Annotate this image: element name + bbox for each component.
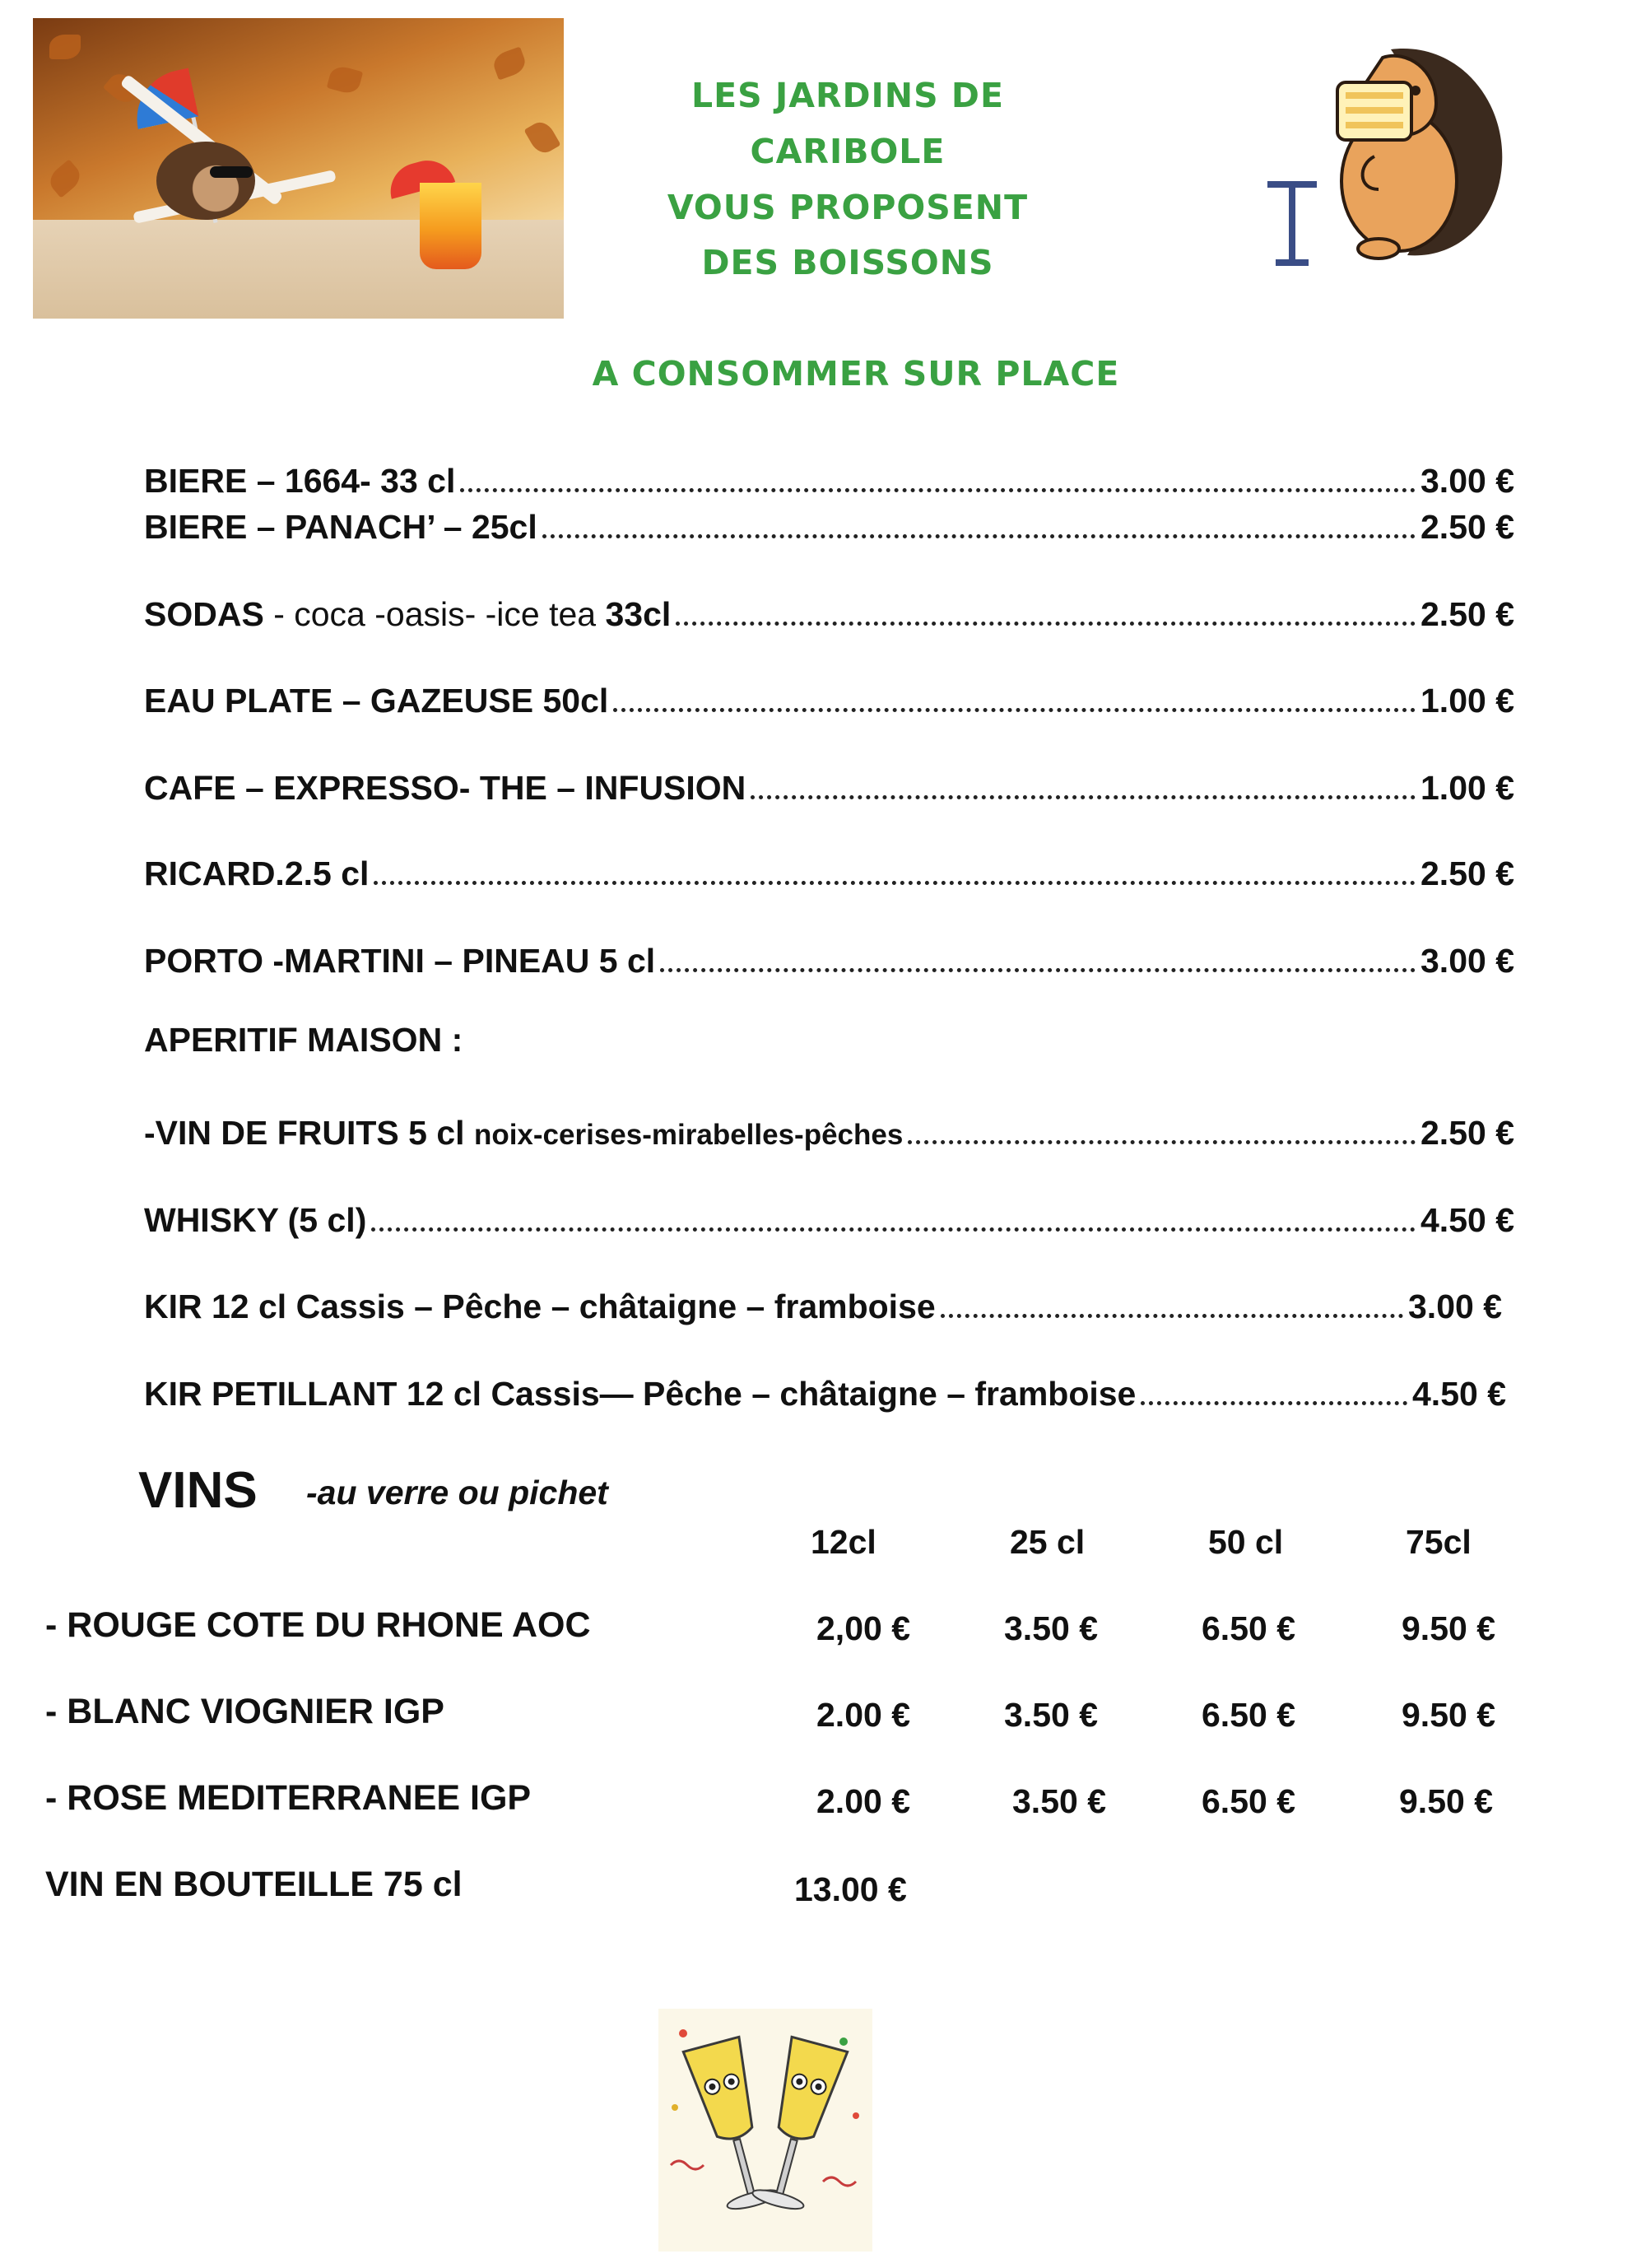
leader-dots [660,968,1416,972]
menu-item-price: 4.50 € [1412,1375,1506,1413]
wine-row-blanc-name: - BLANC VIOGNIER IGP [45,1692,444,1731]
menu-item-label: RICARD.2.5 cl [144,855,370,892]
wines-subtitle: -au verre ou pichet [306,1474,608,1511]
menu-item-price: 2.50 € [1420,508,1514,546]
title-line-4: DES BOISSONS [701,243,994,282]
subtitle: A CONSOMMER SUR PLACE [592,354,1120,394]
menu-item-ricard [144,844,1514,893]
hedgehog-beach-photo-icon [33,18,564,319]
menu-item-price: 3.00 € [1408,1288,1502,1325]
wine-price: 9.50 € [1399,1782,1493,1820]
leader-dots [1141,1401,1407,1405]
column-header-12cl: 12cl [811,1523,876,1561]
menu-item-label [144,595,671,634]
leader-dots [908,1140,1416,1144]
menu-item-price: 2.50 € [1420,855,1514,892]
menu-item-sodas [144,584,1514,634]
leader-dots [371,1227,1416,1232]
wine-price: 6.50 € [1202,1609,1295,1647]
menu-item-price: 2.50 € [1420,1114,1514,1152]
menu-item-label: EAU PLATE – GAZEUSE 50cl [144,682,609,720]
wine-bottle-price: 13.00 € [794,1870,907,1908]
menu-item-price: 3.00 € [1420,942,1514,980]
column-header-25cl: 25 cl [1010,1523,1086,1561]
menu-item-biere-panach [144,497,1514,547]
sodas-label: SODAS [144,595,264,633]
wine-price: 2.00 € [816,1696,910,1734]
leader-dots [613,708,1416,712]
menu-item-label: CAFE – EXPRESSO- THE – INFUSION [144,769,746,807]
leader-dots [542,534,1416,538]
title-line-3: VOUS PROPOSENT [667,188,1029,227]
wine-price: 6.50 € [1202,1782,1295,1820]
menu-item-price: 2.50 € [1420,595,1514,633]
menu-item-price: 1.00 € [1420,769,1514,807]
menu-item-price: 4.50 € [1420,1201,1514,1239]
menu-item-label: BIERE – PANACH’ – 25cl [144,508,537,546]
champagne-glasses-icon [658,2009,872,2252]
wine-price: 3.50 € [1012,1782,1106,1820]
leader-dots [460,488,1416,492]
sodas-volume: 33cl [605,595,672,633]
vin-fruits-detail: noix-cerises-mirabelles-pêches [473,1119,904,1151]
title-line-2: CARIBOLE [750,132,946,171]
wine-price: 6.50 € [1202,1696,1295,1734]
wines-title: VINS [138,1462,258,1519]
vin-fruits-label: -VIN DE FRUITS 5 cl [144,1114,474,1152]
leader-dots [941,1314,1403,1318]
menu-item-label: KIR PETILLANT 12 cl Cassis— Pêche – châtaigne – framboise [144,1375,1137,1413]
menu-item-biere-1664 [144,451,1514,501]
menu-item-whisky [144,1190,1514,1240]
menu-item-kir-petillant [144,1364,1506,1413]
leader-dots [751,795,1416,799]
wine-price: 2.00 € [816,1782,910,1820]
wine-price: 3.50 € [1004,1609,1098,1647]
wine-row-rose-name: - ROSE MEDITERRANEE IGP [45,1778,532,1818]
wine-row-rouge-name: - ROUGE COTE DU RHONE AOC [45,1605,591,1645]
menu-item-label [144,1114,903,1153]
menu-item-label: PORTO -MARTINI – PINEAU 5 cl [144,942,656,980]
leader-dots [676,622,1416,626]
column-header-75cl: 75cl [1406,1523,1472,1561]
wine-bottle-name: VIN EN BOUTEILLE 75 cl [45,1865,463,1904]
menu-item-label: WHISKY (5 cl) [144,1201,367,1239]
menu-item-kir [144,1277,1502,1326]
wine-price: 2,00 € [816,1609,910,1647]
wine-price: 9.50 € [1402,1696,1495,1734]
menu-item-eau [144,671,1514,720]
menu-item-porto [144,931,1514,980]
leader-dots [374,881,1416,885]
menu-item-label: BIERE – 1664- 33 cl [144,462,456,500]
menu-item-price: 1.00 € [1420,682,1514,720]
menu-item-price: 3.00 € [1420,462,1514,500]
wine-price: 3.50 € [1004,1696,1098,1734]
menu-item-label: KIR 12 cl Cassis – Pêche – châtaigne – framboise [144,1288,936,1325]
aperitif-header: APERITIF MAISON : [144,1021,463,1059]
sodas-detail: - coca -oasis- -ice tea [263,595,606,633]
wine-price: 9.50 € [1402,1609,1495,1647]
menu-item-vin-de-fruits [144,1103,1514,1153]
title-line-1: LES JARDINS DE [691,76,1004,115]
hedgehog-beer-icon [1267,25,1514,272]
column-header-50cl: 50 cl [1208,1523,1284,1561]
menu-item-cafe [144,758,1514,808]
